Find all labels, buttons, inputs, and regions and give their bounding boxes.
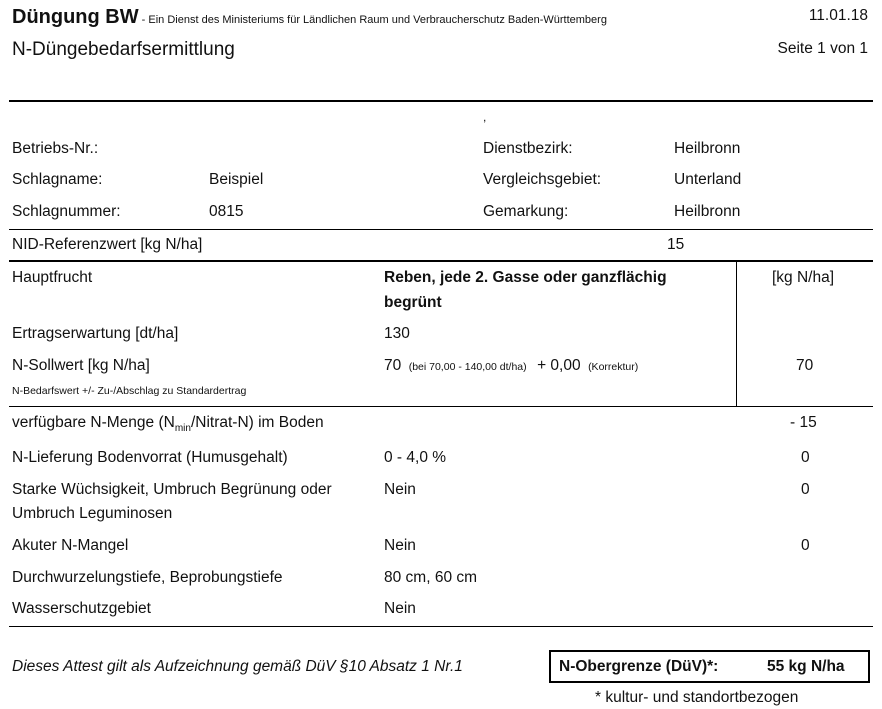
wuechsig-label-line2: Umbruch Leguminosen <box>12 505 173 522</box>
schlagname-value: Beispiel <box>209 171 264 188</box>
betrieb-label: Betriebs-Nr.: <box>12 140 99 157</box>
dienstbezirk-value: Heilbronn <box>674 140 741 157</box>
dienstbezirk-label: Dienstbezirk: <box>483 140 573 157</box>
schlagnummer-label: Schlagnummer: <box>12 203 121 220</box>
nmin-result: - 15 <box>790 414 817 431</box>
wuechsig-result: 0 <box>801 481 810 498</box>
sollwert-rule <box>9 406 873 407</box>
sollwert-result: 70 <box>796 357 814 374</box>
hauptfrucht-value-line1: Reben, jede 2. Gasse oder ganzflächig <box>384 269 667 286</box>
schlagnummer-value: 0815 <box>209 203 244 220</box>
bedarf-note: N-Bedarfswert +/- Zu-/Abschlag zu Standardertrag <box>12 385 247 397</box>
print-date: 11.01.18 <box>808 7 868 24</box>
page-title: N-Düngebedarfsermittlung <box>12 39 235 60</box>
table-top-rule <box>9 260 873 262</box>
humus-result: 0 <box>801 449 810 466</box>
mangel-value: Nein <box>384 537 416 554</box>
table-bottom-rule <box>9 626 873 627</box>
schlagname-label: Schlagname: <box>12 171 103 188</box>
unit-column-divider <box>736 262 737 406</box>
obergrenze-box <box>549 650 870 683</box>
ertrag-label: Ertragserwartung [dt/ha] <box>12 325 179 342</box>
ertrag-value: 130 <box>384 325 410 342</box>
vergleichsgebiet-value: Unterland <box>674 171 742 188</box>
nmin-label-b: /Nitrat-N) im Boden <box>190 414 324 431</box>
sollwert-formula <box>384 357 638 375</box>
nid-value: 15 <box>667 236 685 253</box>
unit-header: [kg N/ha] <box>772 269 835 286</box>
obergrenze-label: N-Obergrenze (DüV)*: <box>559 658 719 675</box>
nmin-label-a: verfügbare N-Menge (N <box>12 414 175 431</box>
footnote: * kultur- und standortbezogen <box>595 689 799 706</box>
vergleichsgebiet-label: Vergleichsgebiet: <box>483 171 602 188</box>
sollwert-label: N-Sollwert [kg N/ha] <box>12 357 150 374</box>
sollwert-range: (bei 70,00 - 140,00 dt/ha) <box>408 361 527 373</box>
nid-top-rule <box>9 229 873 230</box>
sollwert-plus: + 0,00 <box>537 357 581 374</box>
mangel-label: Akuter N-Mangel <box>12 537 129 554</box>
header-divider <box>9 100 873 102</box>
sollwert-main: 70 <box>384 357 402 374</box>
nmin-sub: min <box>174 423 191 435</box>
wuechsig-value: Nein <box>384 481 416 498</box>
hauptfrucht-value-line2: begrünt <box>384 294 442 311</box>
humus-label: N-Lieferung Bodenvorrat (Humusgehalt) <box>12 449 288 466</box>
wasser-label: Wasserschutzgebiet <box>12 600 151 617</box>
attest-note: Dieses Attest gilt als Aufzeichnung gemäß DüV §10 Absatz 1 Nr.1 <box>12 658 463 675</box>
obergrenze-value: 55 kg N/ha <box>767 658 845 675</box>
wasser-value: Nein <box>384 600 416 617</box>
header-brand-line <box>12 6 607 29</box>
brand-subtitle: - Ein Dienst des Ministeriums für Ländlichen Raum und Verbraucherschutz Baden-Württemberg <box>138 14 607 26</box>
wurzel-value: 80 cm, 60 cm <box>384 569 478 586</box>
wurzel-label: Durchwurzelungstiefe, Beprobungstiefe <box>12 569 283 586</box>
sollwert-korrektur: (Korrektur) <box>588 361 639 373</box>
brand-name: Düngung BW <box>12 6 139 28</box>
nmin-label <box>12 414 324 434</box>
mangel-result: 0 <box>801 537 810 554</box>
hauptfrucht-label: Hauptfrucht <box>12 269 93 286</box>
page-number: Seite 1 von 1 <box>777 40 868 57</box>
humus-value: 0 - 4,0 % <box>384 449 447 466</box>
nid-label: NID-Referenzwert [kg N/ha] <box>12 236 203 253</box>
stray-comma: , <box>483 110 487 124</box>
gemarkung-value: Heilbronn <box>674 203 741 220</box>
wuechsig-label-line1: Starke Wüchsigkeit, Umbruch Begrünung oder <box>12 481 332 498</box>
gemarkung-label: Gemarkung: <box>483 203 569 220</box>
